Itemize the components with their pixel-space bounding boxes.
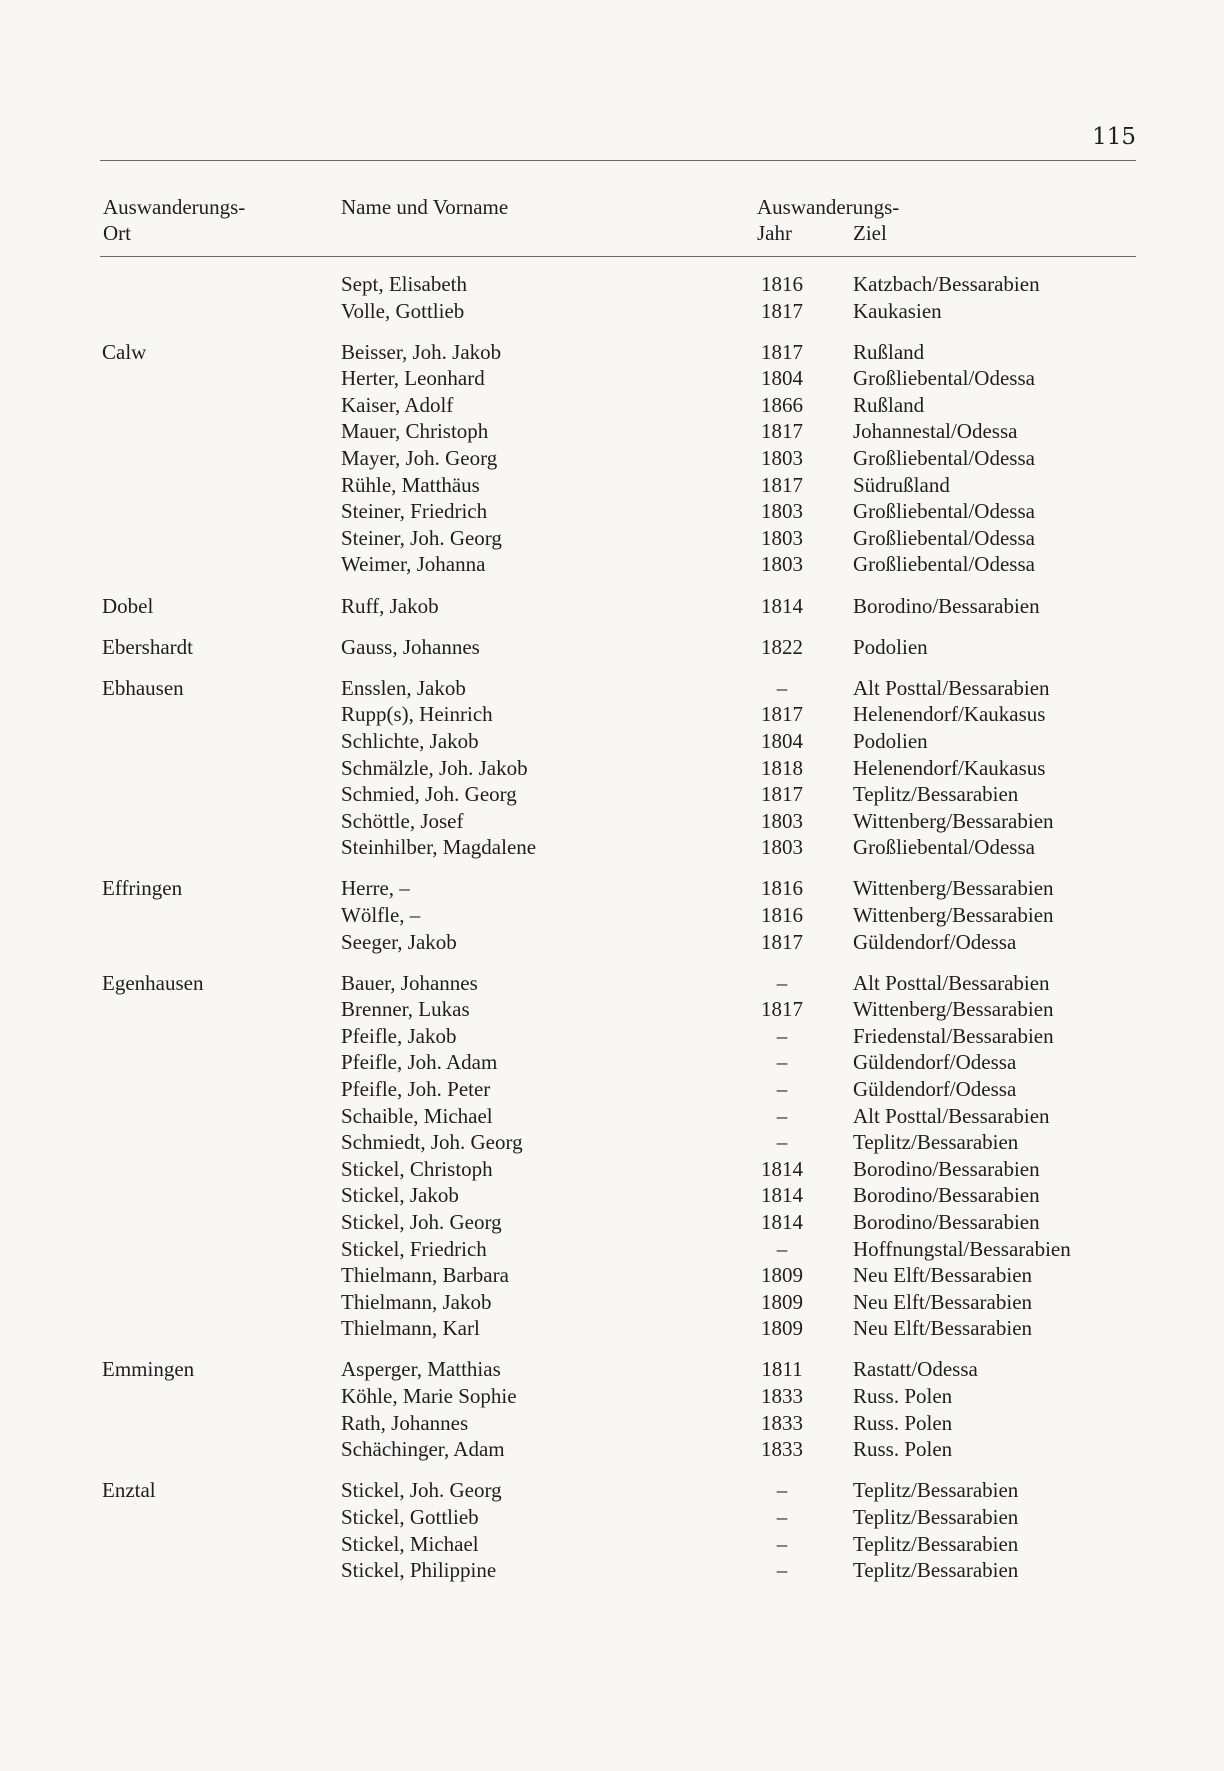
destination: Hoffnungstal/Bessarabien	[853, 1236, 1071, 1261]
person-name: Kaiser, Adolf	[341, 392, 454, 417]
table-row	[100, 339, 1136, 366]
table-row	[100, 1182, 1136, 1209]
person-name: Pfeifle, Jakob	[341, 1023, 457, 1048]
place-group	[100, 875, 1136, 955]
emigration-year: 1833	[761, 1384, 803, 1409]
destination: Russ. Polen	[853, 1437, 953, 1462]
table-row	[100, 902, 1136, 929]
table-row	[100, 525, 1136, 552]
destination: Teplitz/Bessarabien	[853, 1478, 1019, 1503]
destination: Güldendorf/Odessa	[853, 1050, 1017, 1075]
table-row	[100, 551, 1136, 578]
place-name: Enztal	[102, 1478, 156, 1503]
destination: Großliebental/Odessa	[853, 835, 1035, 860]
emigration-year: 1816	[761, 902, 803, 927]
table-row	[100, 675, 1136, 702]
place-name: Ebhausen	[102, 675, 184, 700]
table-row	[100, 1410, 1136, 1437]
emigration-year: 1814	[761, 1156, 803, 1181]
table-row	[100, 996, 1136, 1023]
person-name: Seeger, Jakob	[341, 929, 457, 954]
emigration-year: –	[776, 1050, 788, 1075]
table-row	[100, 634, 1136, 661]
person-name: Steiner, Friedrich	[341, 499, 488, 524]
table-row	[100, 834, 1136, 861]
emigration-year: 1809	[761, 1289, 803, 1314]
destination: Neu Elft/Bessarabien	[853, 1289, 1033, 1314]
table-row	[100, 365, 1136, 392]
emigration-year: 1817	[761, 472, 803, 497]
header-ort-line2: Ort	[103, 221, 131, 245]
place-name: Calw	[102, 339, 147, 364]
table-row	[100, 445, 1136, 472]
emigration-year: 1866	[761, 392, 803, 417]
person-name: Sept, Elisabeth	[341, 272, 467, 296]
table-header	[100, 195, 1136, 257]
emigration-table	[100, 271, 1136, 1598]
emigration-year: –	[776, 1077, 788, 1102]
destination: Johannestal/Odessa	[853, 419, 1018, 444]
emigration-year: –	[776, 1558, 788, 1583]
emigration-year: 1811	[761, 1357, 803, 1382]
destination: Borodino/Bessarabien	[853, 593, 1040, 618]
emigration-year: 1803	[761, 525, 803, 550]
emigration-year: 1816	[761, 876, 803, 901]
emigration-year: 1804	[761, 366, 803, 391]
person-name: Steiner, Joh. Georg	[341, 525, 502, 550]
table-row	[100, 1262, 1136, 1289]
person-name: Ruff, Jakob	[341, 593, 439, 618]
place-group	[100, 1477, 1136, 1583]
emigration-year: 1804	[761, 728, 803, 753]
table-row	[100, 1236, 1136, 1263]
place-group	[100, 339, 1136, 578]
person-name: Schmälzle, Joh. Jakob	[341, 755, 528, 780]
person-name: Brenner, Lukas	[341, 997, 470, 1022]
destination: Teplitz/Bessarabien	[853, 1130, 1019, 1155]
person-name: Asperger, Matthias	[341, 1357, 501, 1382]
header-jahr: Jahr	[757, 221, 792, 245]
emigration-year: 1814	[761, 1183, 803, 1208]
person-name: Thielmann, Barbara	[341, 1263, 509, 1288]
place-group	[100, 675, 1136, 861]
emigration-year: 1809	[761, 1316, 803, 1341]
header-ziel: Ziel	[853, 221, 887, 245]
person-name: Thielmann, Karl	[341, 1316, 480, 1341]
emigration-year: 1803	[761, 808, 803, 833]
table-row	[100, 781, 1136, 808]
place-name: Ebershardt	[102, 634, 193, 659]
person-name: Stickel, Friedrich	[341, 1236, 487, 1261]
place-group	[100, 1356, 1136, 1462]
emigration-year: 1817	[761, 339, 803, 364]
destination: Neu Elft/Bessarabien	[853, 1316, 1033, 1341]
emigration-year: –	[776, 1236, 788, 1261]
person-name: Schlichte, Jakob	[341, 728, 479, 753]
person-name: Steinhilber, Magdalene	[341, 835, 537, 860]
person-name: Schmied, Joh. Georg	[341, 782, 517, 807]
emigration-year: 1809	[761, 1263, 803, 1288]
person-name: Pfeifle, Joh. Peter	[341, 1077, 491, 1102]
emigration-year: 1817	[761, 997, 803, 1022]
destination: Friedenstal/Bessarabien	[853, 1023, 1054, 1048]
person-name: Pfeifle, Joh. Adam	[341, 1050, 498, 1075]
destination: Rußland	[853, 392, 925, 417]
destination: Alt Posttal/Bessarabien	[853, 675, 1050, 700]
destination: Teplitz/Bessarabien	[853, 1558, 1019, 1583]
destination: Podolien	[853, 634, 928, 659]
person-name: Mayer, Joh. Georg	[341, 446, 498, 471]
table-row	[100, 1156, 1136, 1183]
person-name: Schächinger, Adam	[341, 1437, 505, 1462]
emigration-year: 1817	[761, 929, 803, 954]
person-name: Thielmann, Jakob	[341, 1289, 492, 1314]
table-row	[100, 1477, 1136, 1504]
destination: Großliebental/Odessa	[853, 366, 1035, 391]
emigration-year: 1803	[761, 552, 803, 577]
destination: Helenendorf/Kaukasus	[853, 755, 1046, 780]
place-name: Effringen	[102, 876, 183, 901]
header-name: Name und Vorname	[341, 195, 509, 219]
destination: Podolien	[853, 728, 928, 753]
destination: Großliebental/Odessa	[853, 446, 1035, 471]
destination: Güldendorf/Odessa	[853, 929, 1017, 954]
person-name: Stickel, Philippine	[341, 1558, 497, 1583]
destination: Neu Elft/Bessarabien	[853, 1263, 1033, 1288]
table-row	[100, 755, 1136, 782]
header-ort-line1: Auswanderungs-	[103, 195, 246, 219]
table-row	[100, 418, 1136, 445]
table-row	[100, 392, 1136, 419]
header-rule	[100, 256, 1136, 257]
place-group	[100, 970, 1136, 1342]
emigration-year: 1833	[761, 1410, 803, 1435]
destination: Teplitz/Bessarabien	[853, 1504, 1019, 1529]
top-rule	[100, 160, 1136, 161]
person-name: Herre, –	[341, 876, 410, 901]
emigration-year: 1817	[761, 782, 803, 807]
person-name: Bauer, Johannes	[341, 970, 478, 995]
person-name: Stickel, Jakob	[341, 1183, 459, 1208]
destination: Wittenberg/Bessarabien	[853, 902, 1054, 927]
table-row	[100, 1289, 1136, 1316]
person-name: Rath, Johannes	[341, 1410, 469, 1435]
person-name: Beisser, Joh. Jakob	[341, 339, 502, 364]
person-name: Wölfle, –	[341, 902, 421, 927]
emigration-year: 1818	[761, 755, 803, 780]
person-name: Stickel, Christoph	[341, 1156, 493, 1181]
person-name: Schmiedt, Joh. Georg	[341, 1130, 523, 1155]
destination: Borodino/Bessarabien	[853, 1183, 1040, 1208]
person-name: Weimer, Johanna	[341, 552, 486, 577]
table-row	[100, 808, 1136, 835]
person-name: Stickel, Joh. Georg	[341, 1478, 502, 1503]
table-row	[100, 1557, 1136, 1584]
destination: Rastatt/Odessa	[853, 1357, 978, 1382]
page-number: 115	[1092, 124, 1136, 150]
table-row	[100, 1023, 1136, 1050]
table-row	[100, 1103, 1136, 1130]
table-row	[100, 498, 1136, 525]
destination: Teplitz/Bessarabien	[853, 1531, 1019, 1556]
place-group	[100, 271, 1136, 324]
emigration-year: 1833	[761, 1437, 803, 1462]
emigration-year: –	[776, 1103, 788, 1128]
table-row	[100, 1436, 1136, 1463]
destination: Russ. Polen	[853, 1410, 953, 1435]
place-name: Emmingen	[102, 1357, 195, 1382]
destination: Güldendorf/Odessa	[853, 1077, 1017, 1102]
emigration-year: –	[776, 1023, 788, 1048]
place-name: Egenhausen	[102, 970, 204, 995]
person-name: Mauer, Christoph	[341, 419, 489, 444]
table-row	[100, 1129, 1136, 1156]
person-name: Stickel, Gottlieb	[341, 1504, 479, 1529]
destination: Südrußland	[853, 472, 950, 497]
destination: Borodino/Bessarabien	[853, 1156, 1040, 1181]
emigration-year: 1817	[761, 702, 803, 727]
emigration-year: –	[776, 675, 788, 700]
destination: Großliebental/Odessa	[853, 525, 1035, 550]
destination: Teplitz/Bessarabien	[853, 782, 1019, 807]
emigration-year: –	[776, 1531, 788, 1556]
emigration-year: 1814	[761, 1210, 803, 1234]
destination: Kaukasien	[853, 298, 942, 323]
table-row	[100, 472, 1136, 499]
table-row	[100, 1356, 1136, 1383]
emigration-year: 1803	[761, 835, 803, 860]
table-row	[100, 1209, 1136, 1236]
emigration-year: –	[776, 1130, 788, 1155]
table-row	[100, 929, 1136, 956]
header-auswanderung: Auswanderungs-	[757, 195, 900, 219]
table-row	[100, 593, 1136, 620]
destination: Borodino/Bessarabien	[853, 1210, 1040, 1234]
destination: Wittenberg/Bessarabien	[853, 808, 1054, 833]
emigration-year: –	[776, 1504, 788, 1529]
destination: Wittenberg/Bessarabien	[853, 876, 1054, 901]
place-group	[100, 593, 1136, 620]
person-name: Gauss, Johannes	[341, 634, 480, 659]
emigration-year: 1817	[761, 298, 803, 323]
emigration-year: 1803	[761, 446, 803, 471]
destination: Großliebental/Odessa	[853, 552, 1035, 577]
table-row	[100, 701, 1136, 728]
destination: Alt Posttal/Bessarabien	[853, 1103, 1050, 1128]
place-name: Dobel	[102, 593, 154, 618]
table-row	[100, 271, 1136, 298]
table-row	[100, 1383, 1136, 1410]
emigration-year: 1817	[761, 419, 803, 444]
place-group	[100, 634, 1136, 661]
emigration-year: 1822	[761, 634, 803, 659]
table-row	[100, 728, 1136, 755]
destination: Katzbach/Bessarabien	[853, 272, 1040, 296]
emigration-year: 1814	[761, 593, 803, 618]
destination: Alt Posttal/Bessarabien	[853, 970, 1050, 995]
person-name: Volle, Gottlieb	[341, 298, 465, 323]
destination: Wittenberg/Bessarabien	[853, 997, 1054, 1022]
emigration-year: –	[776, 970, 788, 995]
person-name: Herter, Leonhard	[341, 366, 485, 391]
destination: Russ. Polen	[853, 1384, 953, 1409]
table-row	[100, 875, 1136, 902]
person-name: Ensslen, Jakob	[341, 675, 466, 700]
destination: Helenendorf/Kaukasus	[853, 702, 1046, 727]
table-row	[100, 970, 1136, 997]
table-row	[100, 1076, 1136, 1103]
emigration-year: 1803	[761, 499, 803, 524]
person-name: Stickel, Joh. Georg	[341, 1210, 502, 1234]
person-name: Stickel, Michael	[341, 1531, 479, 1556]
destination: Rußland	[853, 339, 925, 364]
table-row	[100, 298, 1136, 325]
person-name: Rupp(s), Heinrich	[341, 702, 493, 727]
person-name: Schaible, Michael	[341, 1103, 493, 1128]
emigration-year: 1816	[761, 272, 803, 296]
table-row	[100, 1531, 1136, 1558]
table-row	[100, 1504, 1136, 1531]
destination: Großliebental/Odessa	[853, 499, 1035, 524]
emigration-year: –	[776, 1478, 788, 1503]
person-name: Rühle, Matthäus	[341, 472, 480, 497]
table-row	[100, 1049, 1136, 1076]
table-row	[100, 1315, 1136, 1342]
person-name: Schöttle, Josef	[341, 808, 464, 833]
person-name: Köhle, Marie Sophie	[341, 1384, 517, 1409]
